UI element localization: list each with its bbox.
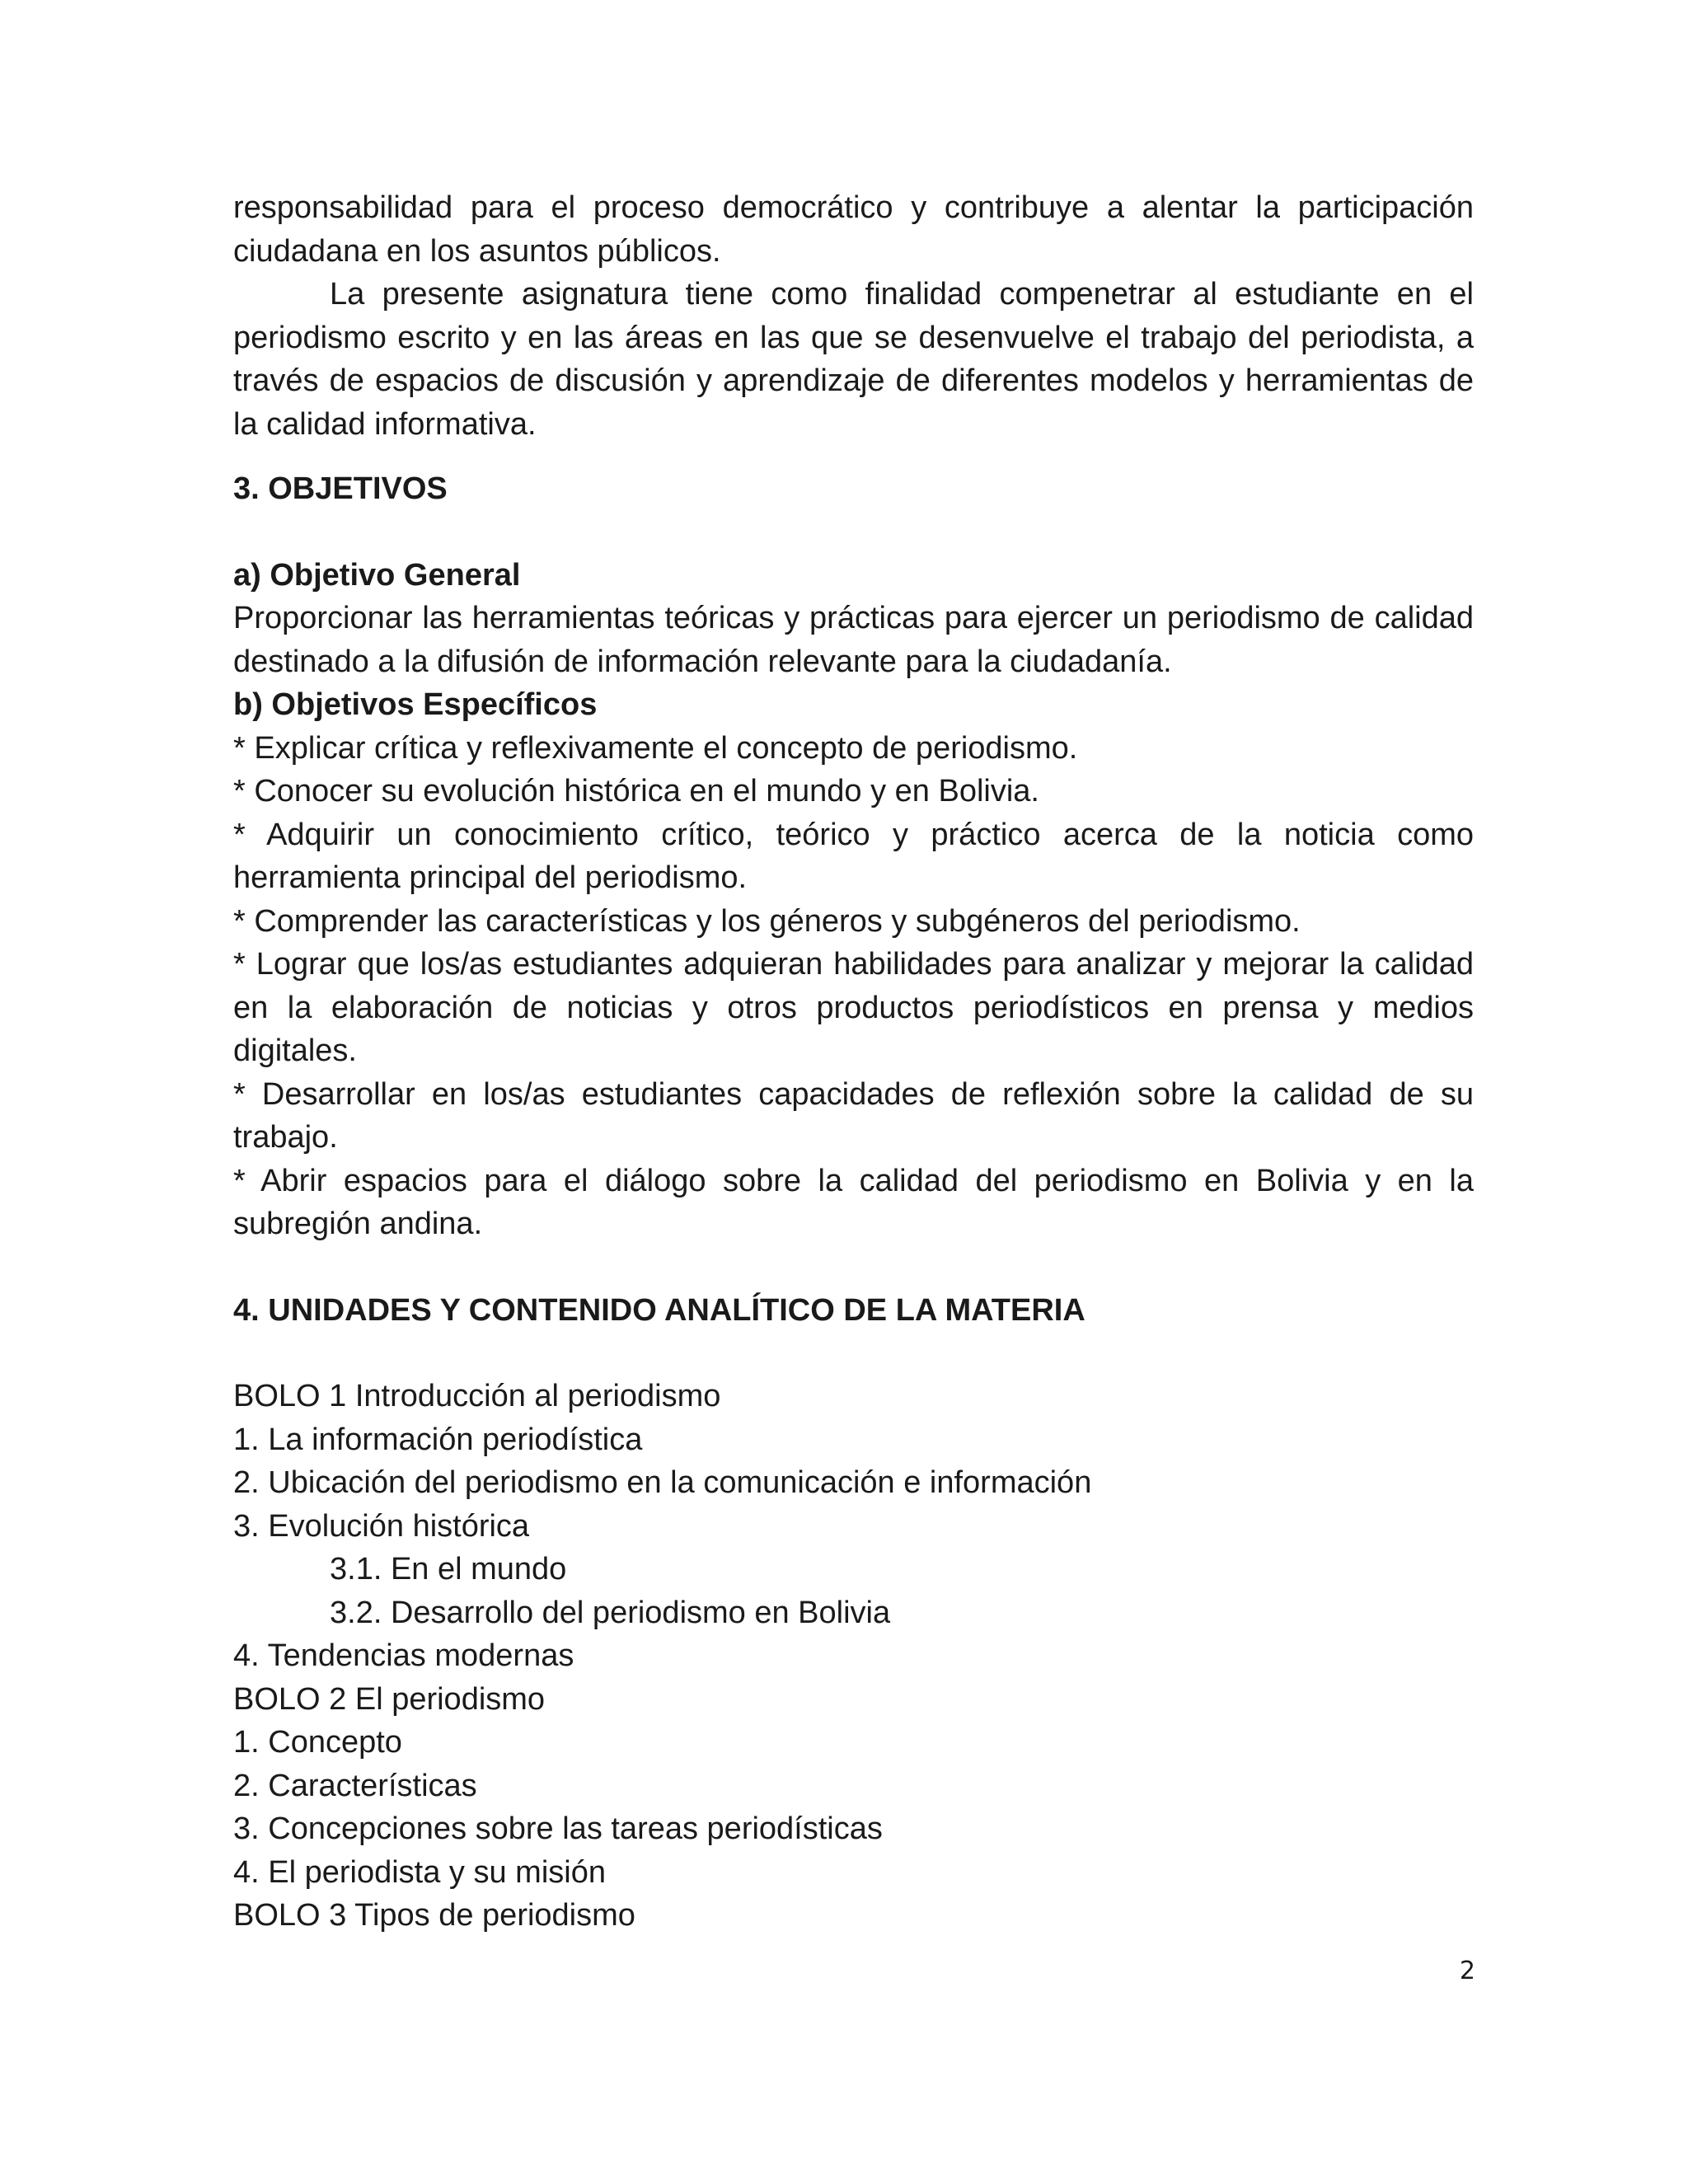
unit-list-item: 3. Concepciones sobre las tareas periodísticas bbox=[233, 1811, 883, 1846]
objetivo-especifico-item: * Desarrollar en los/as estudiantes capacidades de reflexión sobre la calidad de su trabajo. bbox=[233, 1076, 1474, 1155]
unit-title-bolo-3: BOLO 3 Tipos de periodismo bbox=[233, 1898, 635, 1933]
intro-paragraph-continued: responsabilidad para el proceso democrático y contribuye a alentar la participación ciudadana en los asuntos públicos. bbox=[233, 190, 1474, 269]
objetivo-especifico-item: * Lograr que los/as estudiantes adquieran habilidades para analizar y mejorar la calidad en la elaboración de noticias y otros productos periodísticos en prensa y medios digitales. bbox=[233, 947, 1474, 1068]
unit-title-bolo-2: BOLO 2 El periodismo bbox=[233, 1681, 546, 1717]
unit-sub-list-item: 3.1. En el mundo bbox=[330, 1552, 567, 1586]
subheading-objetivos-especificos: b) Objetivos Específicos bbox=[233, 687, 598, 722]
objetivo-especifico-item: * Explicar crítica y reflexivamente el concepto de periodismo. bbox=[233, 730, 1078, 766]
unit-title-bolo-1: BOLO 1 Introducción al periodismo bbox=[233, 1379, 721, 1413]
objetivo-especifico-item: * Abrir espacios para el diálogo sobre la calidad del periodismo en Bolivia y en la subregión andina. bbox=[233, 1163, 1474, 1241]
intro-paragraph-asignatura: La presente asignatura tiene como finalidad compenetrar al estudiante en el periodismo escrito y en las áreas en las que se desenvuelve el trabajo del periodista, a través de espacios de discusión y aprendizaje de diferentes modelos y herramientas de la calidad informativa. bbox=[233, 277, 1474, 442]
unit-list-item: 4. El periodista y su misión bbox=[233, 1854, 606, 1890]
unit-sub-list-item: 3.2. Desarrollo del periodismo en Bolivia bbox=[330, 1595, 891, 1630]
page-content bbox=[233, 186, 1474, 1938]
section-heading-objetivos: 3. OBJETIVOS bbox=[233, 471, 448, 506]
objetivo-especifico-item: * Comprender las características y los géneros y subgéneros del periodismo. bbox=[233, 903, 1301, 939]
objetivo-especifico-item: * Adquirir un conocimiento crítico, teórico y práctico acerca de la noticia como herramienta principal del periodismo. bbox=[233, 817, 1474, 895]
unit-list-item: 3. Evolución histórica bbox=[233, 1508, 530, 1544]
unit-list-item: 2. Características bbox=[233, 1768, 477, 1803]
unit-list-item: 2. Ubicación del periodismo en la comunicación e información bbox=[233, 1465, 1092, 1500]
unit-list-item: 4. Tendencias modernas bbox=[233, 1638, 574, 1673]
objetivo-especifico-item: * Conocer su evolución histórica en el mundo y en Bolivia. bbox=[233, 774, 1039, 808]
section-heading-unidades: 4. UNIDADES Y CONTENIDO ANALÍTICO DE LA MATERIA bbox=[233, 1292, 1085, 1328]
page-number: 2 bbox=[1459, 1957, 1475, 1985]
unit-list-item: 1. La información periodística bbox=[233, 1422, 643, 1457]
objetivo-general-text: Proporcionar las herramientas teóricas y prácticas para ejercer un periodismo de calidad destinado a la difusión de información relevante para la ciudadanía. bbox=[233, 601, 1474, 679]
subheading-objetivo-general: a) Objetivo General bbox=[233, 557, 521, 593]
unit-list-item: 1. Concepto bbox=[233, 1725, 402, 1760]
